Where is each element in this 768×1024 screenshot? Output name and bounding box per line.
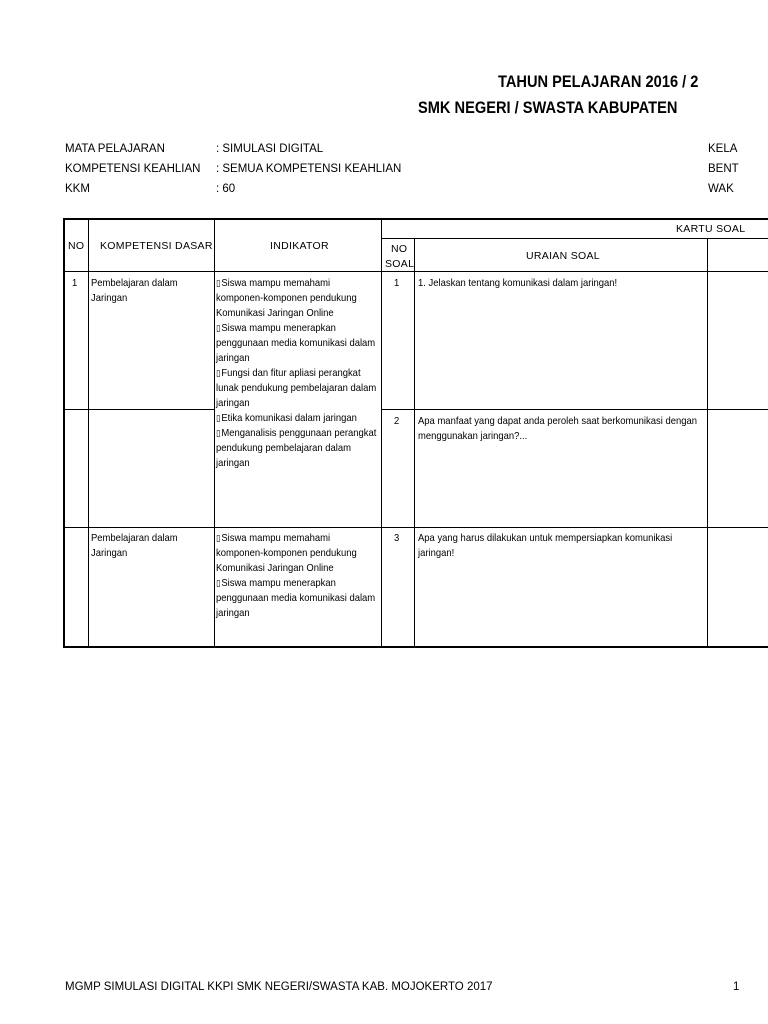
header-no-soal-line2: SOAL [385,258,415,270]
header-no-soal-line1: NO [391,243,408,255]
soal-2-uraian: Apa manfaat yang dapat anda peroleh saat berkomunikasi dengan menggunakan jaringan?... [418,415,697,442]
bullet-icon: ▯ [216,533,221,543]
table-group-header-divider [382,238,768,239]
row-1-no: 1 [72,277,78,289]
header-kompetensi-dasar: KOMPETENSI DASAR [100,240,213,252]
indikator-item: ▯Fungsi dan fitur apliasi perangkat lunak pendukung pembelajaran dalam jaringan [216,367,377,409]
row-divider-left [63,409,215,410]
col-border-uraian [707,238,708,648]
table-header-bottom [63,271,768,272]
indikator-item: ▯Siswa mampu memahami komponen-komponen pendukung Komunikasi Jaringan Online [216,532,357,574]
bullet-icon: ▯ [216,578,221,588]
soal-1-no: 1 [394,277,400,289]
header-indikator: INDIKATOR [270,240,329,252]
indikator-item: ▯Siswa mampu memahami komponen-komponen pendukung Komunikasi Jaringan Online [216,277,357,319]
footer-text: MGMP SIMULASI DIGITAL KKPI SMK NEGERI/SWASTA KAB. MOJOKERTO 2017 [65,981,493,993]
meta-label-mata-pelajaran: MATA PELAJARAN [65,143,165,155]
row-divider-soal-1-2 [382,409,768,410]
row-1-indikator [216,276,378,471]
document-title-school: SMK NEGERI / SWASTA KABUPATEN [418,98,678,117]
meta-right-kelas: KELA [708,143,738,155]
bullet-icon: ▯ [216,323,221,333]
meta-right-waktu: WAK [708,183,734,195]
col-border-no [88,218,89,648]
meta-label-kompetensi-keahlian: KOMPETENSI KEAHLIAN [65,163,201,175]
header-uraian-soal: URAIAN SOAL [526,250,600,262]
meta-label-kkm: KKM [65,183,90,195]
row-2-indikator [216,531,378,621]
indikator-item: ▯Siswa mampu menerapkan penggunaan media komunikasi dalam jaringan [216,577,376,619]
soal-3-uraian: Apa yang harus dilakukan untuk mempersiapkan komunikasi jaringan! [418,532,673,559]
bullet-icon: ▯ [216,278,221,288]
soal-3-no: 3 [394,532,400,544]
indikator-item: ▯Siswa mampu menerapkan penggunaan media komunikasi dalam jaringan [216,322,376,364]
table-bottom-border [63,646,768,648]
col-border-no-soal [414,238,415,648]
bullet-icon: ▯ [216,368,221,378]
document-title-year: TAHUN PELAJARAN 2016 / 2 [498,72,699,91]
row-2-kompetensi: Pembelajaran dalam Jaringan [91,532,178,559]
col-border-left [63,218,65,648]
row-1-kompetensi: Pembelajaran dalam Jaringan [91,277,178,304]
indikator-item: ▯Etika komunikasi dalam jaringan [216,412,357,424]
row-divider-group [63,527,768,528]
page-number: 1 [733,981,740,993]
meta-value-mata-pelajaran: : SIMULASI DIGITAL [216,143,324,155]
table-group-header: KARTU SOAL [676,223,746,235]
bullet-icon: ▯ [216,428,221,438]
soal-1-uraian: 1. Jelaskan tentang komunikasi dalam jaringan! [418,277,618,289]
col-border-kompetensi [214,218,215,648]
indikator-item: ▯Menganalisis penggunaan perangkat pendukung pembelajaran dalam jaringan [216,427,377,469]
col-border-indikator [381,218,382,648]
meta-right-bentuk: BENT [708,163,739,175]
meta-value-kompetensi-keahlian: : SEMUA KOMPETENSI KEAHLIAN [216,163,402,175]
meta-value-kkm: : 60 [216,183,236,195]
bullet-icon: ▯ [216,413,221,423]
header-no: NO [68,240,85,252]
soal-2-no: 2 [394,415,400,427]
table-top-border [63,218,768,220]
